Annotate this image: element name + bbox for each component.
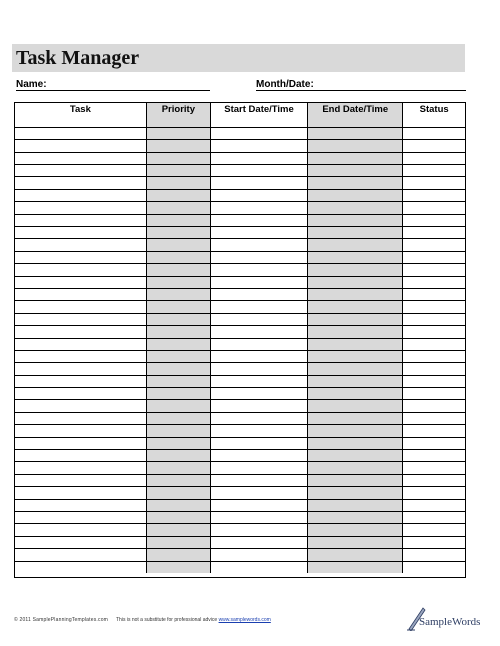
table-cell[interactable] [308, 288, 403, 300]
table-row [15, 288, 465, 300]
column-header-end: End Date/Time [308, 103, 403, 115]
task-table-frame [14, 102, 466, 578]
footer-note-text: This is not a substitute for professional advice [116, 617, 218, 623]
table-cell[interactable] [15, 512, 146, 524]
table-cell[interactable] [210, 549, 307, 561]
table-cell[interactable] [146, 536, 210, 548]
table-cell[interactable] [146, 326, 210, 338]
table-cell[interactable] [403, 177, 465, 189]
table-cell[interactable] [210, 313, 307, 325]
table-cell[interactable] [146, 152, 210, 164]
table-cell[interactable] [308, 561, 403, 573]
table-cell[interactable] [308, 177, 403, 189]
table-cell[interactable] [15, 450, 146, 462]
table-cell[interactable] [308, 462, 403, 474]
table-cell[interactable] [15, 375, 146, 387]
table-cell[interactable] [403, 437, 465, 449]
table-cell[interactable] [403, 115, 465, 127]
table-cell[interactable] [308, 264, 403, 276]
table-cell[interactable] [146, 450, 210, 462]
name-label: Name: [16, 79, 47, 90]
table-cell[interactable] [146, 487, 210, 499]
table-cell[interactable] [308, 227, 403, 239]
table-cell[interactable] [403, 412, 465, 424]
table-cell[interactable] [403, 462, 465, 474]
table-row [15, 412, 465, 424]
footer-copyright: © 2011 SamplePlanningTemplates.com [14, 617, 109, 623]
table-row [15, 214, 465, 226]
table-cell[interactable] [308, 363, 403, 375]
table-row [15, 239, 465, 251]
column-header-priority: Priority [146, 103, 210, 115]
table-cell[interactable] [146, 127, 210, 139]
table-cell[interactable] [210, 202, 307, 214]
table-cell[interactable] [15, 412, 146, 424]
table-cell[interactable] [210, 375, 307, 387]
table-cell[interactable] [15, 140, 146, 152]
table-cell[interactable] [210, 338, 307, 350]
table-cell[interactable] [210, 388, 307, 400]
table-cell[interactable] [15, 165, 146, 177]
table-cell[interactable] [403, 152, 465, 164]
table-cell[interactable] [15, 227, 146, 239]
table-cell[interactable] [210, 239, 307, 251]
footer-link[interactable]: www.samplewords.com [218, 617, 271, 623]
table-cell[interactable] [403, 301, 465, 313]
page-title: Task Manager [16, 47, 140, 69]
table-row [15, 474, 465, 486]
month-date-field[interactable] [256, 90, 466, 91]
table-cell[interactable] [146, 177, 210, 189]
table-row [15, 524, 465, 536]
table-cell[interactable] [15, 474, 146, 486]
table-row [15, 264, 465, 276]
table-cell[interactable] [308, 202, 403, 214]
table-cell[interactable] [403, 363, 465, 375]
table-cell[interactable] [308, 301, 403, 313]
table-cell[interactable] [308, 350, 403, 362]
table-cell[interactable] [15, 202, 146, 214]
table-cell[interactable] [15, 177, 146, 189]
table-cell[interactable] [146, 239, 210, 251]
table-cell[interactable] [15, 350, 146, 362]
table-row [15, 115, 465, 127]
table-cell[interactable] [146, 437, 210, 449]
table-cell[interactable] [308, 425, 403, 437]
table-row [15, 425, 465, 437]
table-cell[interactable] [15, 288, 146, 300]
table-row [15, 276, 465, 288]
table-cell[interactable] [308, 549, 403, 561]
table-cell[interactable] [15, 437, 146, 449]
table-cell[interactable] [146, 549, 210, 561]
table-cell[interactable] [403, 288, 465, 300]
table-row [15, 487, 465, 499]
column-header-status: Status [403, 103, 465, 115]
table-cell[interactable] [403, 313, 465, 325]
table-cell[interactable] [210, 227, 307, 239]
footer-note [116, 617, 271, 623]
table-row [15, 189, 465, 201]
table-cell[interactable] [403, 140, 465, 152]
table-cell[interactable] [146, 115, 210, 127]
table-cell[interactable] [210, 524, 307, 536]
table-row [15, 338, 465, 350]
table-row [15, 499, 465, 511]
table-cell[interactable] [210, 512, 307, 524]
table-cell[interactable] [308, 214, 403, 226]
table-row [15, 462, 465, 474]
table-cell[interactable] [403, 251, 465, 263]
table-cell[interactable] [403, 239, 465, 251]
table-cell[interactable] [210, 165, 307, 177]
table-cell[interactable] [403, 400, 465, 412]
table-cell[interactable] [308, 375, 403, 387]
month-date-label: Month/Date: [256, 79, 314, 90]
table-cell[interactable] [15, 462, 146, 474]
table-cell[interactable] [146, 251, 210, 263]
name-field[interactable] [16, 90, 210, 91]
table-cell[interactable] [15, 264, 146, 276]
table-cell[interactable] [403, 189, 465, 201]
table-cell[interactable] [210, 363, 307, 375]
table-cell[interactable] [210, 189, 307, 201]
table-row [15, 177, 465, 189]
table-cell[interactable] [308, 499, 403, 511]
table-row [15, 512, 465, 524]
table-cell[interactable] [403, 524, 465, 536]
table-cell[interactable] [403, 276, 465, 288]
table-cell[interactable] [15, 214, 146, 226]
column-header-start: Start Date/Time [210, 103, 307, 115]
table-cell[interactable] [15, 115, 146, 127]
table-cell[interactable] [210, 487, 307, 499]
table-row [15, 400, 465, 412]
table-cell[interactable] [308, 412, 403, 424]
table-cell[interactable] [15, 276, 146, 288]
table-cell[interactable] [146, 375, 210, 387]
table-cell[interactable] [15, 251, 146, 263]
table-cell[interactable] [308, 474, 403, 486]
table-cell[interactable] [210, 177, 307, 189]
table-row [15, 363, 465, 375]
table-cell[interactable] [210, 326, 307, 338]
table-cell[interactable] [308, 437, 403, 449]
title-bar [12, 44, 465, 72]
table-header-row [15, 103, 465, 115]
table-cell[interactable] [308, 450, 403, 462]
table-cell[interactable] [308, 400, 403, 412]
table-cell[interactable] [146, 561, 210, 573]
table-cell[interactable] [403, 338, 465, 350]
table-cell[interactable] [308, 536, 403, 548]
table-cell[interactable] [308, 512, 403, 524]
table-cell[interactable] [403, 165, 465, 177]
table-cell[interactable] [146, 165, 210, 177]
table-cell[interactable] [403, 512, 465, 524]
table-cell[interactable] [210, 264, 307, 276]
table-cell[interactable] [146, 512, 210, 524]
table-cell[interactable] [15, 487, 146, 499]
table-row [15, 326, 465, 338]
table-cell[interactable] [403, 214, 465, 226]
table-cell[interactable] [15, 313, 146, 325]
table-cell[interactable] [403, 375, 465, 387]
table-cell[interactable] [308, 524, 403, 536]
table-cell[interactable] [146, 189, 210, 201]
table-row [15, 437, 465, 449]
table-cell[interactable] [403, 536, 465, 548]
table-cell[interactable] [146, 363, 210, 375]
table-cell[interactable] [308, 251, 403, 263]
table-row [15, 375, 465, 387]
table-cell[interactable] [15, 301, 146, 313]
table-cell[interactable] [403, 388, 465, 400]
table-row [15, 350, 465, 362]
table-cell[interactable] [146, 264, 210, 276]
table-row [15, 251, 465, 263]
table-cell[interactable] [146, 140, 210, 152]
table-cell[interactable] [210, 561, 307, 573]
table-cell[interactable] [15, 326, 146, 338]
table-cell[interactable] [403, 350, 465, 362]
table-cell[interactable] [403, 202, 465, 214]
table-row [15, 301, 465, 313]
table-cell[interactable] [15, 127, 146, 139]
samplewords-logo [405, 605, 485, 633]
table-cell[interactable] [403, 127, 465, 139]
table-cell[interactable] [210, 140, 307, 152]
table-cell[interactable] [146, 388, 210, 400]
table-row [15, 313, 465, 325]
table-cell[interactable] [403, 561, 465, 573]
table-cell[interactable] [210, 474, 307, 486]
table-cell[interactable] [308, 165, 403, 177]
table-row [15, 202, 465, 214]
table-row [15, 561, 465, 573]
table-row [15, 152, 465, 164]
table-cell[interactable] [403, 499, 465, 511]
table-cell[interactable] [210, 276, 307, 288]
table-cell[interactable] [15, 338, 146, 350]
table-cell[interactable] [146, 425, 210, 437]
table-cell[interactable] [403, 326, 465, 338]
table-cell[interactable] [146, 499, 210, 511]
table-cell[interactable] [146, 276, 210, 288]
table-cell[interactable] [403, 450, 465, 462]
table-cell[interactable] [146, 462, 210, 474]
table-cell[interactable] [146, 313, 210, 325]
table-row [15, 450, 465, 462]
table-cell[interactable] [210, 115, 307, 127]
table-cell[interactable] [210, 251, 307, 263]
table-cell[interactable] [308, 152, 403, 164]
table-cell[interactable] [210, 288, 307, 300]
table-cell[interactable] [308, 140, 403, 152]
table-cell[interactable] [210, 152, 307, 164]
table-cell[interactable] [146, 202, 210, 214]
table-cell[interactable] [210, 127, 307, 139]
table-cell[interactable] [15, 388, 146, 400]
table-cell[interactable] [308, 388, 403, 400]
logo-text: SampleWords [419, 616, 481, 628]
table-cell[interactable] [15, 524, 146, 536]
table-cell[interactable] [403, 549, 465, 561]
table-cell[interactable] [146, 288, 210, 300]
table-cell[interactable] [15, 425, 146, 437]
table-cell[interactable] [210, 437, 307, 449]
table-row [15, 388, 465, 400]
table-cell[interactable] [146, 338, 210, 350]
table-cell[interactable] [210, 450, 307, 462]
table-cell[interactable] [146, 524, 210, 536]
table-row [15, 549, 465, 561]
table-cell[interactable] [308, 239, 403, 251]
table-row [15, 536, 465, 548]
table-cell[interactable] [210, 400, 307, 412]
table-cell[interactable] [210, 301, 307, 313]
table-cell[interactable] [15, 363, 146, 375]
table-cell[interactable] [210, 350, 307, 362]
table-cell[interactable] [308, 189, 403, 201]
table-cell[interactable] [146, 412, 210, 424]
table-row [15, 165, 465, 177]
table-cell[interactable] [308, 338, 403, 350]
table-row [15, 227, 465, 239]
table-cell[interactable] [15, 499, 146, 511]
table-cell[interactable] [146, 400, 210, 412]
table-cell[interactable] [146, 301, 210, 313]
table-cell[interactable] [15, 239, 146, 251]
table-cell[interactable] [15, 561, 146, 573]
table-cell[interactable] [403, 487, 465, 499]
table-cell[interactable] [308, 313, 403, 325]
table-cell[interactable] [403, 227, 465, 239]
table-cell[interactable] [308, 127, 403, 139]
table-cell[interactable] [15, 152, 146, 164]
table-cell[interactable] [403, 425, 465, 437]
table-cell[interactable] [15, 189, 146, 201]
table-cell[interactable] [210, 499, 307, 511]
task-table [15, 103, 465, 573]
table-cell[interactable] [403, 474, 465, 486]
column-header-task: Task [15, 103, 146, 115]
table-cell[interactable] [308, 115, 403, 127]
table-row [15, 127, 465, 139]
table-row [15, 140, 465, 152]
table-cell[interactable] [210, 425, 307, 437]
table-cell[interactable] [146, 474, 210, 486]
table-cell[interactable] [146, 214, 210, 226]
table-cell[interactable] [210, 214, 307, 226]
table-cell[interactable] [403, 264, 465, 276]
table-cell[interactable] [210, 536, 307, 548]
table-cell[interactable] [146, 227, 210, 239]
table-cell[interactable] [308, 326, 403, 338]
table-cell[interactable] [15, 549, 146, 561]
table-cell[interactable] [15, 536, 146, 548]
table-cell[interactable] [308, 276, 403, 288]
table-cell[interactable] [210, 462, 307, 474]
table-cell[interactable] [308, 487, 403, 499]
table-cell[interactable] [15, 400, 146, 412]
table-cell[interactable] [210, 412, 307, 424]
table-cell[interactable] [146, 350, 210, 362]
